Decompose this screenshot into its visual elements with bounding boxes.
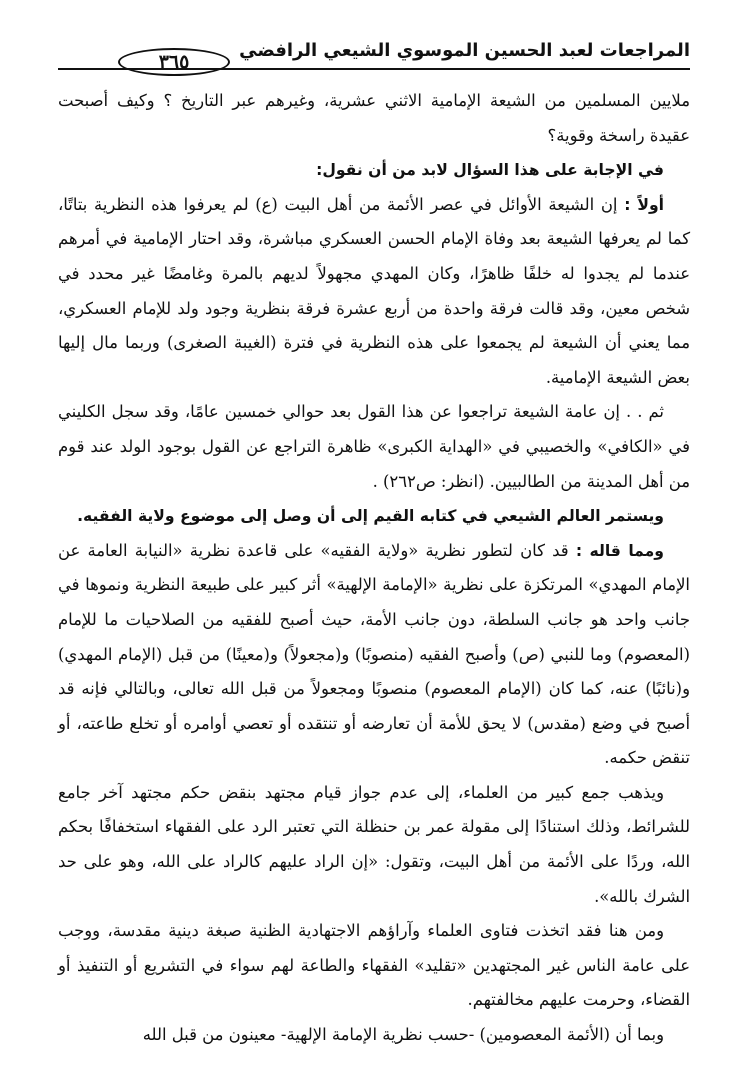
paragraph-5-lead: ويستمر العالم الشيعي في كتابه القيم إلى أن وصل إلى موضوع ولاية الفقيه. [77,507,664,526]
paragraph-2-lead: في الإجابة على هذا السؤال لابد من أن نقول: [316,161,664,180]
page-header [58,0,690,78]
paragraph-1-text: ملايين المسلمين من الشيعة الإمامية الاثني عشرية، وغيرهم عبر التاريخ ؟ وكيف أصبحت عقيدة راسخة وقوية؟ [58,91,690,145]
paragraph-2-heading [58,153,690,188]
body-text [58,84,690,1053]
paragraph-5-heading [58,499,690,534]
paragraph-1 [58,84,690,153]
paragraph-8 [58,914,690,1018]
paragraph-3 [58,188,690,396]
paragraph-6-text: قد كان لتطور نظرية «ولاية الفقيه» على قاعدة نظرية «النيابة العامة عن الإمام المهدي» المرتكزة على نظرية «الإمامة الإلهية» أثر كبير على طبيعة النظرية ونموها في جانب واحد هو جانب السلطة، دون جانب الأمة، حيث أصبح للفقيه من الصلاحيات ما للإمام (المعصوم) وما للنبي (ص) وأصبح الفقيه (منصوبًا) و(مجعولاً) و(معينًا) من قبل (الإمام المهدي) و(نائبًا) عنه، كما كان (الإمام المعصوم) منصوبًا ومجعولاً من قبل الله تعالى، وبالتالي فإنه قد أصبح في وضع (مقدس) لا يحق للأمة أن تعارضه أو تنتقده أو تعصي أوامره أو تخلع طاعته، أو تنقض حكمه. [58,540,690,768]
page-number-badge [118,48,230,76]
paragraph-4-text: ثم . . إن عامة الشيعة تراجعوا عن هذا القول بعد حوالي خمسين عامًا، وقد سجل الكليني في «الكافي» والخصيبي في «الهداية الكبرى» ظاهرة التراجع عن القول بوجود الولد عند قوم من أهل المدينة من الطالبيين. (انظر: ص٢٦٢) . [58,402,690,491]
paragraph-9 [58,1018,690,1053]
paragraph-6-lead: ومما قاله : [575,541,664,560]
paragraph-6 [58,534,690,776]
paragraph-9-text: وبما أن (الأئمة المعصومين) -حسب نظرية الإمامة الإلهية- معينون من قبل الله [142,1025,664,1045]
paragraph-8-text: ومن هنا فقد اتخذت فتاوى العلماء وآراؤهم الاجتهادية الظنية صبغة دينية مقدسة، ووجب على عامة الناس غير المجتهدين «تقليد» الفقهاء والطاعة لهم سواء في التشريع أو التنفيذ أو القضاء، وحرمت عليهم مخالفتهم. [58,921,690,1010]
paragraph-4 [58,395,690,499]
header-rule [58,68,690,70]
paragraph-7 [58,776,690,914]
page-number: ٣٦٥ [158,50,190,73]
running-title: المراجعات لعبد الحسين الموسوي الشيعي الرافضي [239,40,690,61]
paragraph-3-text: إن الشيعة الأوائل في عصر الأئمة من أهل البيت (ع) لم يعرفوا هذه النظرية بتاتًا، كما لم يعرفها الشيعة بعد وفاة الإمام الحسن العسكري مباشرة، وقد احتار الإمامية في أمرهم عندما لم يجدوا له خلفًا ظاهرًا، وكان المهدي مجهولاً لديهم بالمرة وغامضًا غير محدد في شخص معين، وقد قالت فرقة واحدة من أربع عشرة فرقة بنظرية وجود ولد للإمام العسكري، مما يعني أن الشيعة لم يجمعوا على هذه النظرية في فترة (الغيبة الصغرى) وربما مال إليها بعض الشيعة الإمامية. [58,194,690,387]
paragraph-7-text: ويذهب جمع كبير من العلماء، إلى عدم جواز قيام مجتهد بنقض حكم مجتهد آخر جامع للشرائط، وذلك استنادًا إلى مقولة عمر بن حنظلة التي تعتبر الرد على الفقهاء استخفافًا بحكم الله، وردًا على الأئمة من أهل البيت، وتقول: «إن الراد عليهم كالراد على الله، وهو على حد الشرك بالله». [58,782,690,906]
paragraph-3-lead: أولاً : [624,195,664,214]
